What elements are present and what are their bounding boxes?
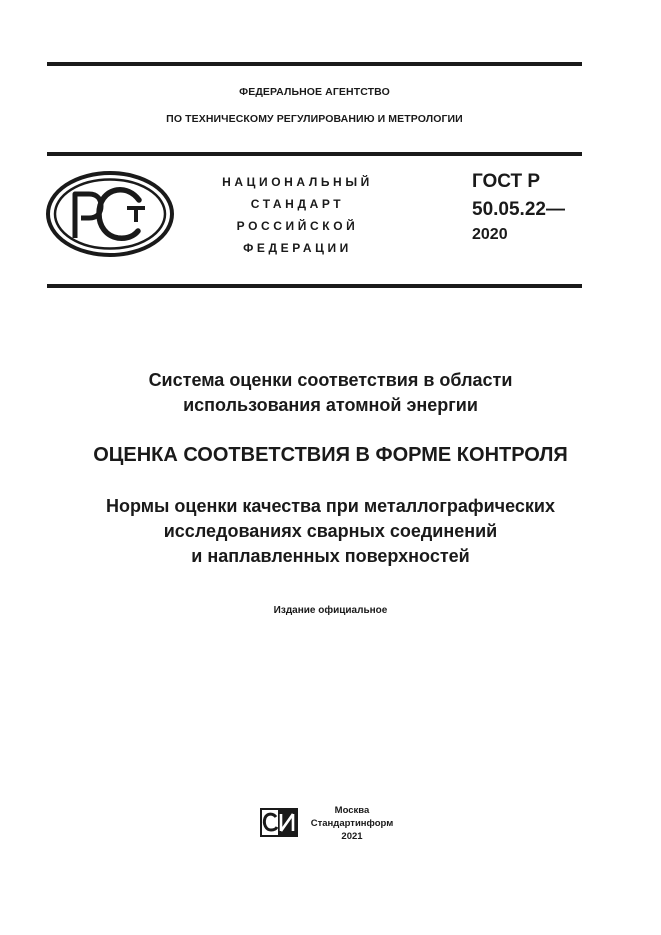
- gost-year: 2020: [472, 226, 508, 243]
- national-standard-line-3: РОССИЙСКОЙ: [236, 219, 359, 233]
- subtitle: [30, 494, 631, 569]
- subtitle-line-1: Нормы оценки качества при металлографических: [105, 496, 556, 516]
- publisher-info: [306, 804, 398, 843]
- national-standard-line-4: ФЕДЕРАЦИИ: [243, 241, 352, 255]
- system-title-line-2: использования атомной энергии: [183, 395, 478, 415]
- publisher-city: Москва: [334, 805, 370, 816]
- edition-label: Издание официальное: [273, 605, 388, 616]
- national-standard-label: [200, 171, 395, 259]
- top-rule: [47, 62, 582, 66]
- publisher-year: 2021: [341, 831, 363, 842]
- system-title: [30, 368, 631, 418]
- rst-certification-mark-icon: [45, 170, 175, 263]
- header-rule: [47, 152, 582, 156]
- standartinform-logo-icon: [260, 808, 300, 843]
- national-standard-line-1: НАЦИОНАЛЬНЫЙ: [222, 175, 373, 189]
- publisher-name: Стандартинформ: [310, 818, 394, 829]
- gost-designation: [472, 168, 565, 246]
- subtitle-line-3: и наплавленных поверхностей: [191, 546, 470, 566]
- gost-number: 50.05.22—: [472, 199, 565, 220]
- national-standard-line-2: СТАНДАРТ: [250, 197, 345, 211]
- gost-prefix: ГОСТ Р: [472, 171, 541, 192]
- agency-line-1: ФЕДЕРАЛЬНОЕ АГЕНТСТВО: [239, 86, 390, 98]
- agency-line-2: ПО ТЕХНИЧЕСКОМУ РЕГУЛИРОВАНИЮ И МЕТРОЛОГИИ: [166, 113, 463, 125]
- system-title-line-1: Система оценки соответствия в области: [148, 370, 513, 390]
- subtitle-line-2: исследованиях сварных соединений: [163, 521, 498, 541]
- standard-rule: [47, 284, 582, 288]
- main-title: ОЦЕНКА СООТВЕТСТВИЯ В ФОРМЕ КОНТРОЛЯ: [93, 444, 568, 466]
